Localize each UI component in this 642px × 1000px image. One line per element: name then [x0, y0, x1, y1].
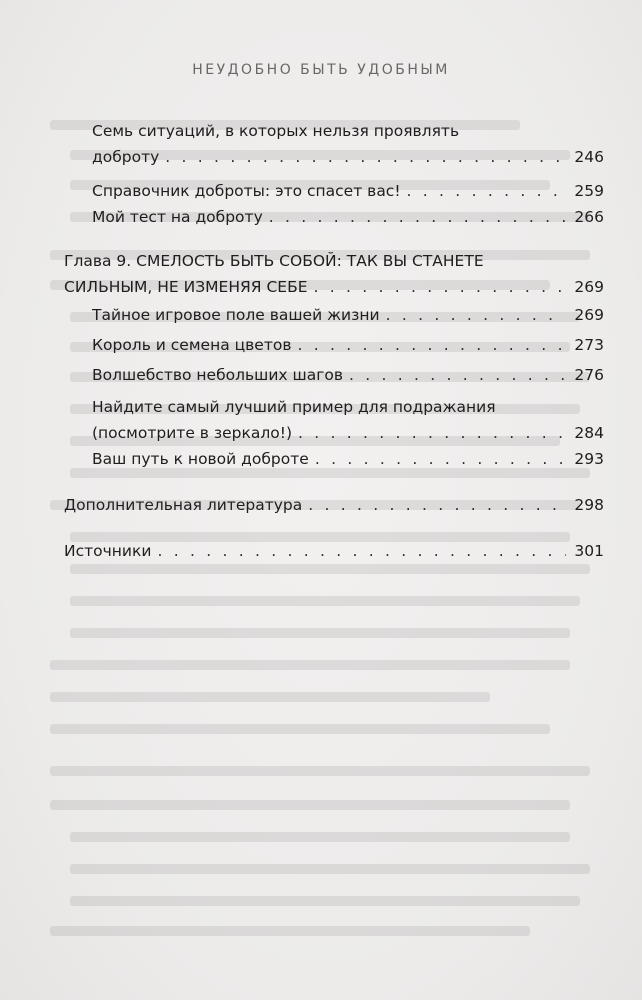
toc-entry-title: Семь ситуаций, в которых нельзя проявлять — [92, 122, 460, 140]
toc-entry-title: СИЛЬНЫМ, НЕ ИЗМЕНЯЯ СЕБЕ — [64, 278, 308, 296]
toc-entry-line — [92, 302, 604, 328]
toc-entry-line — [64, 492, 604, 518]
toc-entry-line — [92, 204, 604, 230]
toc-page-number: 284 — [574, 424, 604, 442]
dot-leader — [157, 538, 566, 564]
toc-entry-line — [64, 274, 604, 300]
dot-leader — [269, 204, 566, 230]
dot-leader — [407, 178, 566, 204]
toc-entry — [92, 118, 604, 170]
toc-entry — [92, 362, 604, 388]
toc-page-number: 266 — [574, 208, 604, 226]
toc-entry-line — [64, 248, 604, 274]
toc-entry-title: Волшебство небольших шагов — [92, 366, 343, 384]
dot-leader — [165, 144, 566, 170]
toc-page-number: 269 — [574, 306, 604, 324]
dot-leader — [298, 420, 566, 446]
toc-entry-title: Мой тест на доброту — [92, 208, 263, 226]
dot-leader — [315, 446, 566, 472]
toc-entry-title: Дополнительная литература — [64, 496, 303, 514]
toc-entry-title: Найдите самый лучший пример для подражания — [92, 398, 496, 416]
toc-entry-line — [64, 538, 604, 564]
dot-leader — [349, 362, 566, 388]
toc-entry-line — [92, 446, 604, 472]
toc-page-number: 259 — [574, 182, 604, 200]
toc-entry-title: Глава 9. СМЕЛОСТЬ БЫТЬ СОБОЙ: ТАК ВЫ СТАНЕТЕ — [64, 252, 484, 270]
toc-entry-line — [92, 394, 604, 420]
toc-entry — [92, 394, 604, 446]
toc-page-number: 246 — [574, 148, 604, 166]
toc-entry — [64, 492, 604, 518]
dot-leader — [308, 492, 566, 518]
toc-page-number: 273 — [574, 336, 604, 354]
toc-entry-line — [92, 144, 604, 170]
dot-leader — [314, 274, 566, 300]
toc-entry-title: Король и семена цветов — [92, 336, 292, 354]
toc-entry-title: Тайное игровое поле вашей жизни — [92, 306, 380, 324]
toc-entry — [92, 302, 604, 328]
toc-entry-line — [92, 332, 604, 358]
toc-entry — [92, 178, 604, 204]
toc-entry-title: Источники — [64, 542, 152, 560]
toc-page-number: 301 — [574, 542, 604, 560]
toc-entry-title: Справочник доброты: это спасет вас! — [92, 182, 401, 200]
toc-entry-title: Ваш путь к новой доброте — [92, 450, 309, 468]
running-head: НЕУДОБНО БЫТЬ УДОБНЫМ — [192, 62, 450, 78]
toc-entry-title: доброту — [92, 148, 160, 166]
toc-entry — [92, 332, 604, 358]
toc-entry-line — [92, 178, 604, 204]
dot-leader — [386, 302, 566, 328]
toc-page-number: 276 — [574, 366, 604, 384]
toc-entry — [64, 248, 604, 300]
toc-page-number: 293 — [574, 450, 604, 468]
toc-entry — [92, 204, 604, 230]
toc-entry — [64, 538, 604, 564]
dot-leader — [298, 332, 567, 358]
toc-entry-title: (посмотрите в зеркало!) — [92, 424, 292, 442]
toc-page-number: 269 — [574, 278, 604, 296]
toc-entry-line — [92, 420, 604, 446]
toc-entry — [92, 446, 604, 472]
toc-page-number: 298 — [574, 496, 604, 514]
toc-entry-line — [92, 118, 604, 144]
toc-entry-line — [92, 362, 604, 388]
